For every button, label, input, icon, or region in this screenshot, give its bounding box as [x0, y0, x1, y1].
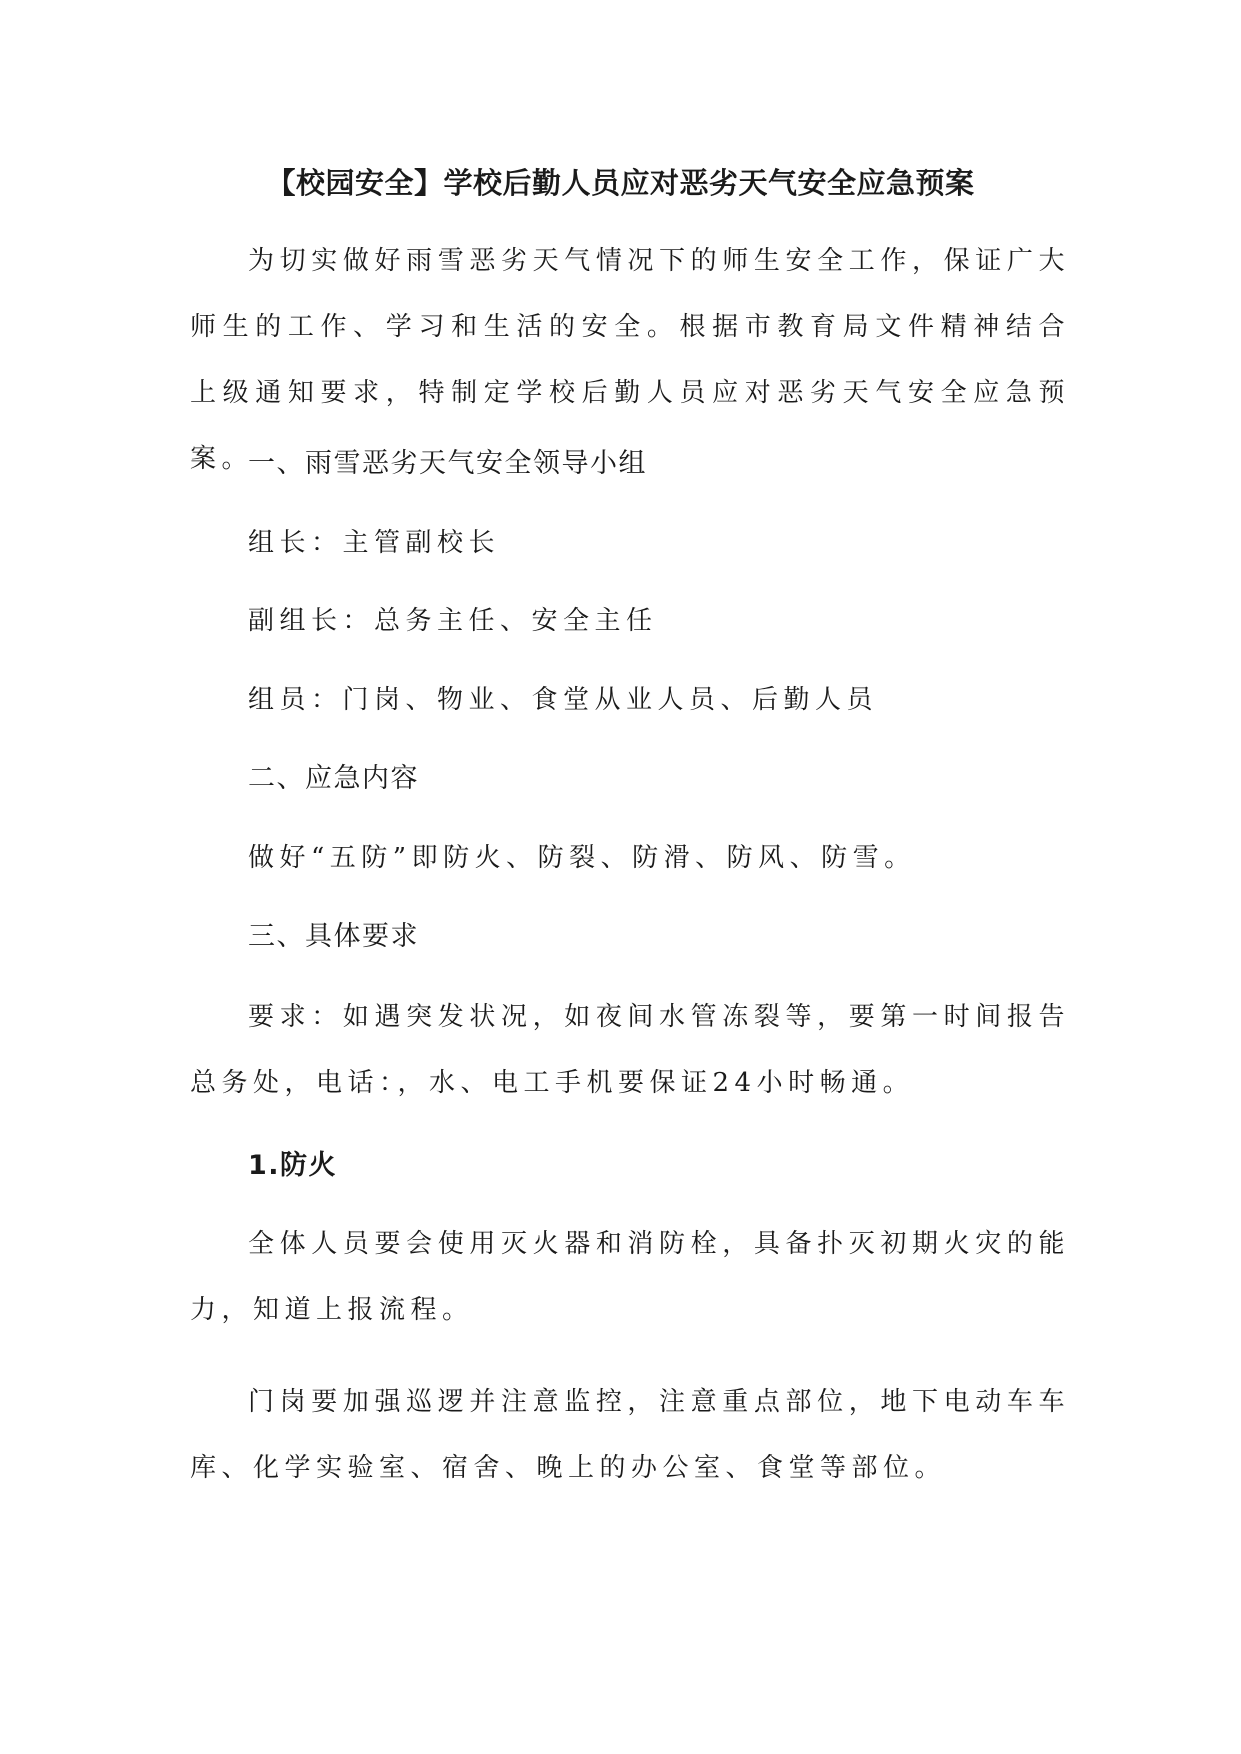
section3-heading: 三、具体要求 — [248, 921, 419, 952]
fire-prevention-heading: 1.防火 — [248, 1150, 338, 1181]
intro-paragraph: 为切实做好雨雪恶劣天气情况下的师生安全工作，保证广大师生的工作、学习和生活的安全。根据市教育局文件精神结合上级通知要求，特制定学校后勤人员应对恶劣天气安全应急预案。 — [190, 246, 1070, 474]
section1-heading: 一、雨雪恶劣天气安全领导小组 — [248, 448, 647, 479]
requirement-paragraph: 要求：如遇突发状况，如夜间水管冻裂等，要第一时间报告总务处，电话：，水、电工手机要保证24小时畅通。 — [190, 1002, 1070, 1098]
leader-line: 组长：主管副校长 — [248, 528, 501, 558]
deputy-leader-line: 副组长：总务主任、安全主任 — [248, 606, 658, 636]
section2-heading: 二、应急内容 — [248, 763, 419, 794]
fire-equipment-paragraph: 全体人员要会使用灭火器和消防栓，具备扑灭初期火灾的能力，知道上报流程。 — [190, 1229, 1070, 1325]
patrol-paragraph: 门岗要加强巡逻并注意监控，注意重点部位，地下电动车车库、化学实验室、宿舍、晚上的办公室、食堂等部位。 — [190, 1387, 1070, 1483]
document-title: 【校园安全】学校后勤人员应对恶劣天气安全应急预案 — [266, 166, 975, 200]
five-prevention-line: 做好“五防”即防火、防裂、防滑、防风、防雪。 — [248, 843, 916, 873]
members-line: 组员：门岗、物业、食堂从业人员、后勤人员 — [248, 685, 879, 715]
